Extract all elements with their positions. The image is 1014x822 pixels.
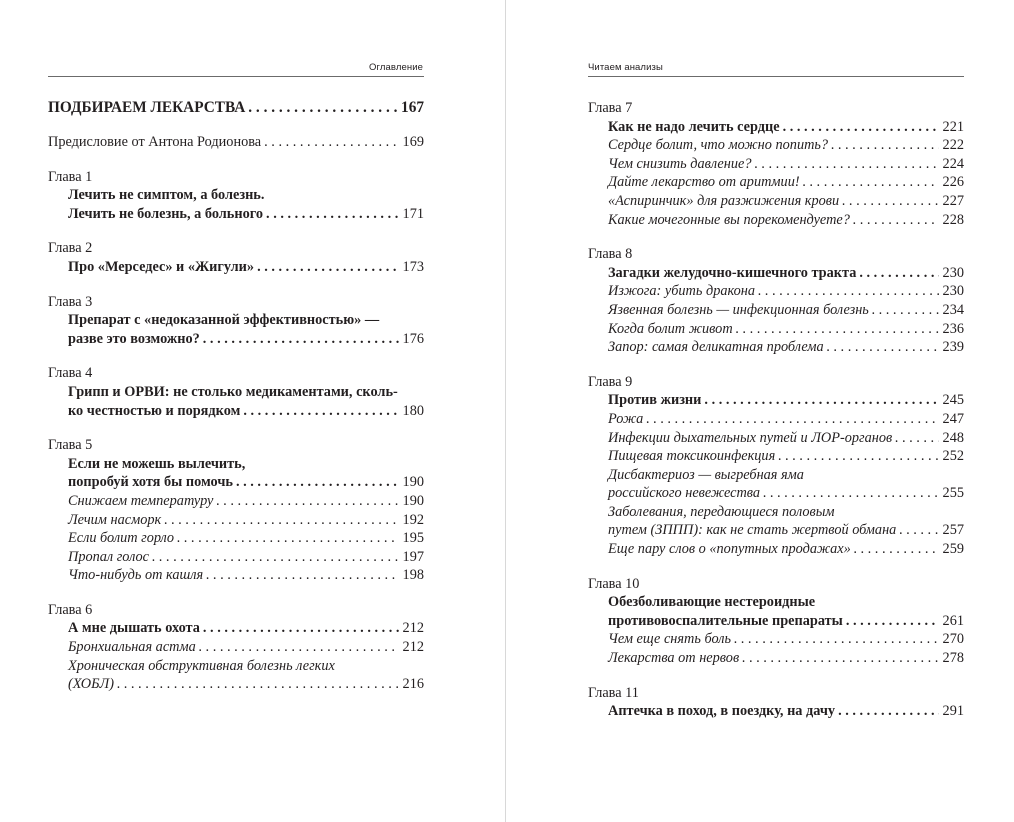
entry-line xyxy=(608,612,964,631)
page-number: 198 xyxy=(402,567,424,584)
toc-entry[interactable] xyxy=(608,702,964,721)
chapter-label: Глава 8 xyxy=(588,246,633,263)
entry-title-line: Хроническая обструктивная болезнь легких xyxy=(68,657,335,674)
entry-title-line: Когда болит живот xyxy=(608,320,733,337)
page-number: 255 xyxy=(942,485,964,502)
page-number: 176 xyxy=(402,330,424,347)
entry-title-line: Про «Мерседес» и «Жигули» xyxy=(68,258,255,275)
page-number: 180 xyxy=(402,402,424,419)
leader-dots xyxy=(827,338,939,357)
entry-title-line: Чем еще снять боль xyxy=(608,631,731,648)
entry-line xyxy=(608,211,964,230)
entry-line xyxy=(608,649,964,668)
entry-title-line: попробуй хотя бы помочь xyxy=(68,474,233,491)
chapter-block xyxy=(48,293,424,349)
entry-title-line: российского невежества xyxy=(608,485,761,502)
section-heading[interactable] xyxy=(48,98,424,118)
entry-line xyxy=(608,192,964,211)
entry-line xyxy=(68,638,424,657)
toc-entry[interactable] xyxy=(608,173,964,192)
chapter-block xyxy=(588,373,964,559)
entry-title-line: Грипп и ОРВИ: не столько медикаментами, сколь- xyxy=(68,383,398,400)
entry-line xyxy=(608,301,964,320)
chapter-block xyxy=(48,239,424,276)
toc-entry[interactable] xyxy=(608,410,964,429)
leader-dots xyxy=(152,548,399,567)
header-rule-right xyxy=(588,76,964,77)
page-number: 259 xyxy=(942,541,964,558)
leader-dots xyxy=(264,133,398,152)
entry-title-line: Если болит горло xyxy=(68,530,174,547)
toc-entry[interactable] xyxy=(68,529,424,548)
leader-dots xyxy=(846,612,939,631)
toc-entry[interactable] xyxy=(608,649,964,668)
entry-line xyxy=(608,320,964,339)
entry-title-line: Язвенная болезнь — инфекционная болезнь xyxy=(608,301,869,318)
entry-line xyxy=(608,173,964,192)
entry-title-line: Запор: самая деликатная проблема xyxy=(608,339,824,356)
leader-dots xyxy=(199,638,399,657)
chapter-block xyxy=(588,99,964,229)
leader-dots xyxy=(704,391,938,410)
toc-entry[interactable] xyxy=(608,540,964,559)
entry-title-line: Лечить не симптом, а болезнь. xyxy=(68,187,265,204)
chapter-block xyxy=(588,245,964,357)
entry-title-line: Что-нибудь от кашля xyxy=(68,567,204,584)
chapter-entries xyxy=(588,264,964,357)
entry-title-line: Снижаем температуру xyxy=(68,492,214,509)
toc-entry[interactable] xyxy=(608,320,964,339)
toc-entry[interactable] xyxy=(68,657,424,694)
entry-line xyxy=(68,402,424,421)
toc-entry[interactable] xyxy=(68,383,424,420)
toc-entry[interactable] xyxy=(68,511,424,530)
toc-entry[interactable] xyxy=(608,211,964,230)
entry-title-line: Лечить не болезнь, а больного xyxy=(68,205,264,222)
entry-line xyxy=(68,492,424,511)
entry-title-line: Какие мочегонные вы порекомендуете? xyxy=(608,211,850,228)
page-number: 239 xyxy=(942,339,964,356)
chapter-block xyxy=(48,601,424,694)
entry-title-line: Заболевания, передающиеся половым xyxy=(608,503,835,520)
entry-title-line: разве это возможно? xyxy=(68,330,200,347)
entry-title-line: Против жизни xyxy=(608,392,702,409)
chapter-entries xyxy=(48,258,424,277)
page-number: 216 xyxy=(402,676,424,693)
chapter-label: Глава 5 xyxy=(48,437,93,454)
toc-entry[interactable] xyxy=(68,258,424,277)
toc-entry[interactable] xyxy=(608,192,964,211)
entry-title-line: Препарат с «недоказанной эффективностью» — xyxy=(68,312,380,329)
leader-dots xyxy=(203,619,399,638)
toc-left xyxy=(48,98,424,710)
page-number: 171 xyxy=(402,205,424,222)
entry-line xyxy=(68,330,424,349)
page-number: 278 xyxy=(942,650,964,667)
page-number: 228 xyxy=(942,211,964,228)
entry-title-line: (ХОБЛ) xyxy=(68,676,114,693)
entry-line xyxy=(608,264,964,283)
chapter-entries xyxy=(48,619,424,693)
preface-title: Предисловие от Антона Родионова xyxy=(48,134,262,150)
page-number: 230 xyxy=(942,264,964,281)
chapter-block xyxy=(48,436,424,585)
page-number: 192 xyxy=(402,511,424,528)
entry-line xyxy=(68,619,424,638)
entry-line xyxy=(68,529,424,548)
toc-entry[interactable] xyxy=(608,466,964,503)
leader-dots xyxy=(243,402,398,421)
entry-title-line: Аптечка в поход, в поездку, на дачу xyxy=(608,703,836,720)
toc-entry[interactable] xyxy=(608,429,964,448)
leader-dots xyxy=(248,98,397,118)
entry-title-line: Дайте лекарство от аритмии! xyxy=(608,174,800,191)
page-number: 234 xyxy=(942,301,964,318)
toc-right xyxy=(588,99,964,737)
leader-dots xyxy=(853,211,939,230)
entry-line xyxy=(608,282,964,301)
preface-page: 169 xyxy=(402,134,424,150)
entry-line xyxy=(608,540,964,559)
entry-line xyxy=(608,447,964,466)
entry-line xyxy=(608,702,964,721)
leader-dots xyxy=(783,118,939,137)
toc-entry[interactable] xyxy=(68,492,424,511)
entry-line xyxy=(608,630,964,649)
toc-entry[interactable] xyxy=(68,311,424,348)
page-number: 248 xyxy=(942,429,964,446)
entry-line xyxy=(608,338,964,357)
entry-title-line: Сердце болит, что можно попить? xyxy=(608,137,829,154)
leader-dots xyxy=(177,529,399,548)
chapter-label: Глава 4 xyxy=(48,365,93,382)
chapter-entries xyxy=(48,455,424,585)
page-number: 291 xyxy=(942,703,964,720)
leader-dots xyxy=(895,429,938,448)
leader-dots xyxy=(117,675,399,694)
chapter-label: Глава 9 xyxy=(588,373,633,390)
leader-dots xyxy=(831,136,938,155)
page-number: 270 xyxy=(942,631,964,648)
entry-title-line: А мне дышать охота xyxy=(68,620,200,637)
page-number: 245 xyxy=(942,392,964,409)
entry-title-line: Если не можешь вылечить, xyxy=(68,455,246,472)
entry-title-line: Как не надо лечить сердце xyxy=(608,118,780,135)
page-number: 252 xyxy=(942,448,964,465)
entry-title-line: Дисбактериоз — выгребная яма xyxy=(608,466,804,483)
leader-dots xyxy=(803,173,939,192)
toc-entry[interactable] xyxy=(608,282,964,301)
toc-entry[interactable] xyxy=(608,391,964,410)
leader-dots xyxy=(899,521,938,540)
chapter-entries xyxy=(588,118,964,230)
toc-entry[interactable] xyxy=(608,593,964,630)
leader-dots xyxy=(216,492,398,511)
page-number: 227 xyxy=(942,192,964,209)
page-number: 212 xyxy=(402,620,424,637)
toc-entry[interactable] xyxy=(608,155,964,174)
chapter-entries xyxy=(48,311,424,348)
section-page: 167 xyxy=(401,99,424,116)
toc-entry[interactable] xyxy=(608,503,964,540)
toc-entry[interactable] xyxy=(608,301,964,320)
leader-dots xyxy=(854,540,939,559)
page-number: 221 xyxy=(942,118,964,135)
leader-dots xyxy=(758,282,939,301)
entry-title-line: путем (ЗППП): как не стать жертвой обмана xyxy=(608,522,897,539)
toc-entry[interactable] xyxy=(68,548,424,567)
entry-line xyxy=(608,155,964,174)
entry-line xyxy=(608,136,964,155)
entry-title-line: Чем снизить давление? xyxy=(608,155,752,172)
chapter-label: Глава 3 xyxy=(48,293,93,310)
entry-title-line: Лечим насморк xyxy=(68,511,162,528)
entry-line xyxy=(68,566,424,585)
toc-entry[interactable] xyxy=(68,619,424,638)
right-page xyxy=(506,0,1014,822)
leader-dots xyxy=(859,264,938,283)
entry-line xyxy=(68,205,424,224)
left-page xyxy=(0,0,505,822)
leader-dots xyxy=(755,155,939,174)
leader-dots xyxy=(763,484,938,503)
running-head-left: Оглавление xyxy=(369,62,423,73)
chapter-block xyxy=(48,168,424,224)
leader-dots xyxy=(734,630,939,649)
chapter-block xyxy=(48,364,424,420)
chapter-block xyxy=(588,684,964,721)
page-number: 212 xyxy=(402,639,424,656)
chapter-entries xyxy=(588,391,964,558)
page-number: 224 xyxy=(942,155,964,172)
page-number: 195 xyxy=(402,530,424,547)
leader-dots xyxy=(838,702,938,721)
page-number: 197 xyxy=(402,548,424,565)
entry-line xyxy=(68,548,424,567)
leader-dots xyxy=(736,320,939,339)
page-number: 247 xyxy=(942,410,964,427)
chapter-entries xyxy=(588,702,964,721)
toc-entry[interactable] xyxy=(68,566,424,585)
page-number: 261 xyxy=(942,612,964,629)
toc-entry[interactable] xyxy=(608,118,964,137)
entry-title-line: Инфекции дыхательных путей и ЛОР-органов xyxy=(608,429,893,446)
page-number: 236 xyxy=(942,320,964,337)
entry-title-line: ко честностью и порядком xyxy=(68,402,241,419)
entry-title-line: Рожа xyxy=(608,410,644,427)
toc-entry[interactable] xyxy=(608,136,964,155)
chapter-list-left xyxy=(48,168,424,694)
page-number: 257 xyxy=(942,522,964,539)
entry-title-line: Еще пару слов о «попутных продажах» xyxy=(608,541,851,558)
preface-entry[interactable] xyxy=(48,133,424,152)
page-number: 226 xyxy=(942,174,964,191)
chapter-entries xyxy=(48,186,424,223)
leader-dots xyxy=(266,205,399,224)
entry-line xyxy=(608,118,964,137)
entry-line xyxy=(608,521,964,540)
entry-title-line: Лекарства от нервов xyxy=(608,650,740,667)
entry-line xyxy=(608,391,964,410)
leader-dots xyxy=(164,511,398,530)
entry-title-line: Загадки желудочно-кишечного тракта xyxy=(608,264,857,281)
entry-title-line: Бронхиальная астма xyxy=(68,639,196,656)
entry-line xyxy=(608,484,964,503)
chapter-label: Глава 7 xyxy=(588,100,633,116)
chapter-label: Глава 10 xyxy=(588,575,640,592)
chapter-label: Глава 6 xyxy=(48,601,93,618)
toc-entry[interactable] xyxy=(608,338,964,357)
leader-dots xyxy=(742,649,938,668)
chapter-label: Глава 11 xyxy=(588,684,639,701)
leader-dots xyxy=(842,192,938,211)
chapter-block xyxy=(588,575,964,668)
chapter-label: Глава 2 xyxy=(48,240,93,257)
entry-title-line: противовоспалительные препараты xyxy=(608,612,843,629)
entry-line xyxy=(68,675,424,694)
page-number: 173 xyxy=(402,258,424,275)
header-rule-left xyxy=(48,76,424,77)
entry-line xyxy=(608,429,964,448)
leader-dots xyxy=(206,566,398,585)
chapter-entries xyxy=(588,593,964,667)
page-number: 190 xyxy=(402,474,424,491)
leader-dots xyxy=(646,410,938,429)
page-number: 190 xyxy=(402,492,424,509)
toc-entry[interactable] xyxy=(608,264,964,283)
entry-line xyxy=(68,258,424,277)
entry-line xyxy=(608,410,964,429)
toc-entry[interactable] xyxy=(68,638,424,657)
leader-dots xyxy=(236,473,399,492)
toc-entry[interactable] xyxy=(608,447,964,466)
leader-dots xyxy=(257,258,398,277)
chapter-label: Глава 1 xyxy=(48,168,93,185)
leader-dots xyxy=(203,330,399,349)
toc-entry[interactable] xyxy=(68,455,424,492)
entry-title-line: Изжога: убить дракона xyxy=(608,283,756,300)
leader-dots xyxy=(778,447,938,466)
page-number: 230 xyxy=(942,283,964,300)
section-title: ПОДБИРАЕМ ЛЕКАРСТВА xyxy=(48,99,246,116)
entry-title-line: Обезболивающие нестероидные xyxy=(608,594,816,611)
toc-entry[interactable] xyxy=(608,630,964,649)
entry-title-line: «Аспиринчик» для разжижения крови xyxy=(608,192,840,209)
running-head-right: Читаем анализы xyxy=(588,62,663,73)
toc-entry[interactable] xyxy=(68,186,424,223)
entry-line xyxy=(68,511,424,530)
chapter-entries xyxy=(48,383,424,420)
chapter-list-right xyxy=(588,99,964,721)
page-number: 222 xyxy=(942,137,964,154)
entry-line xyxy=(68,473,424,492)
entry-title-line: Пропал голос xyxy=(68,548,149,565)
leader-dots xyxy=(872,301,939,320)
entry-title-line: Пищевая токсикоинфекция xyxy=(608,448,776,465)
